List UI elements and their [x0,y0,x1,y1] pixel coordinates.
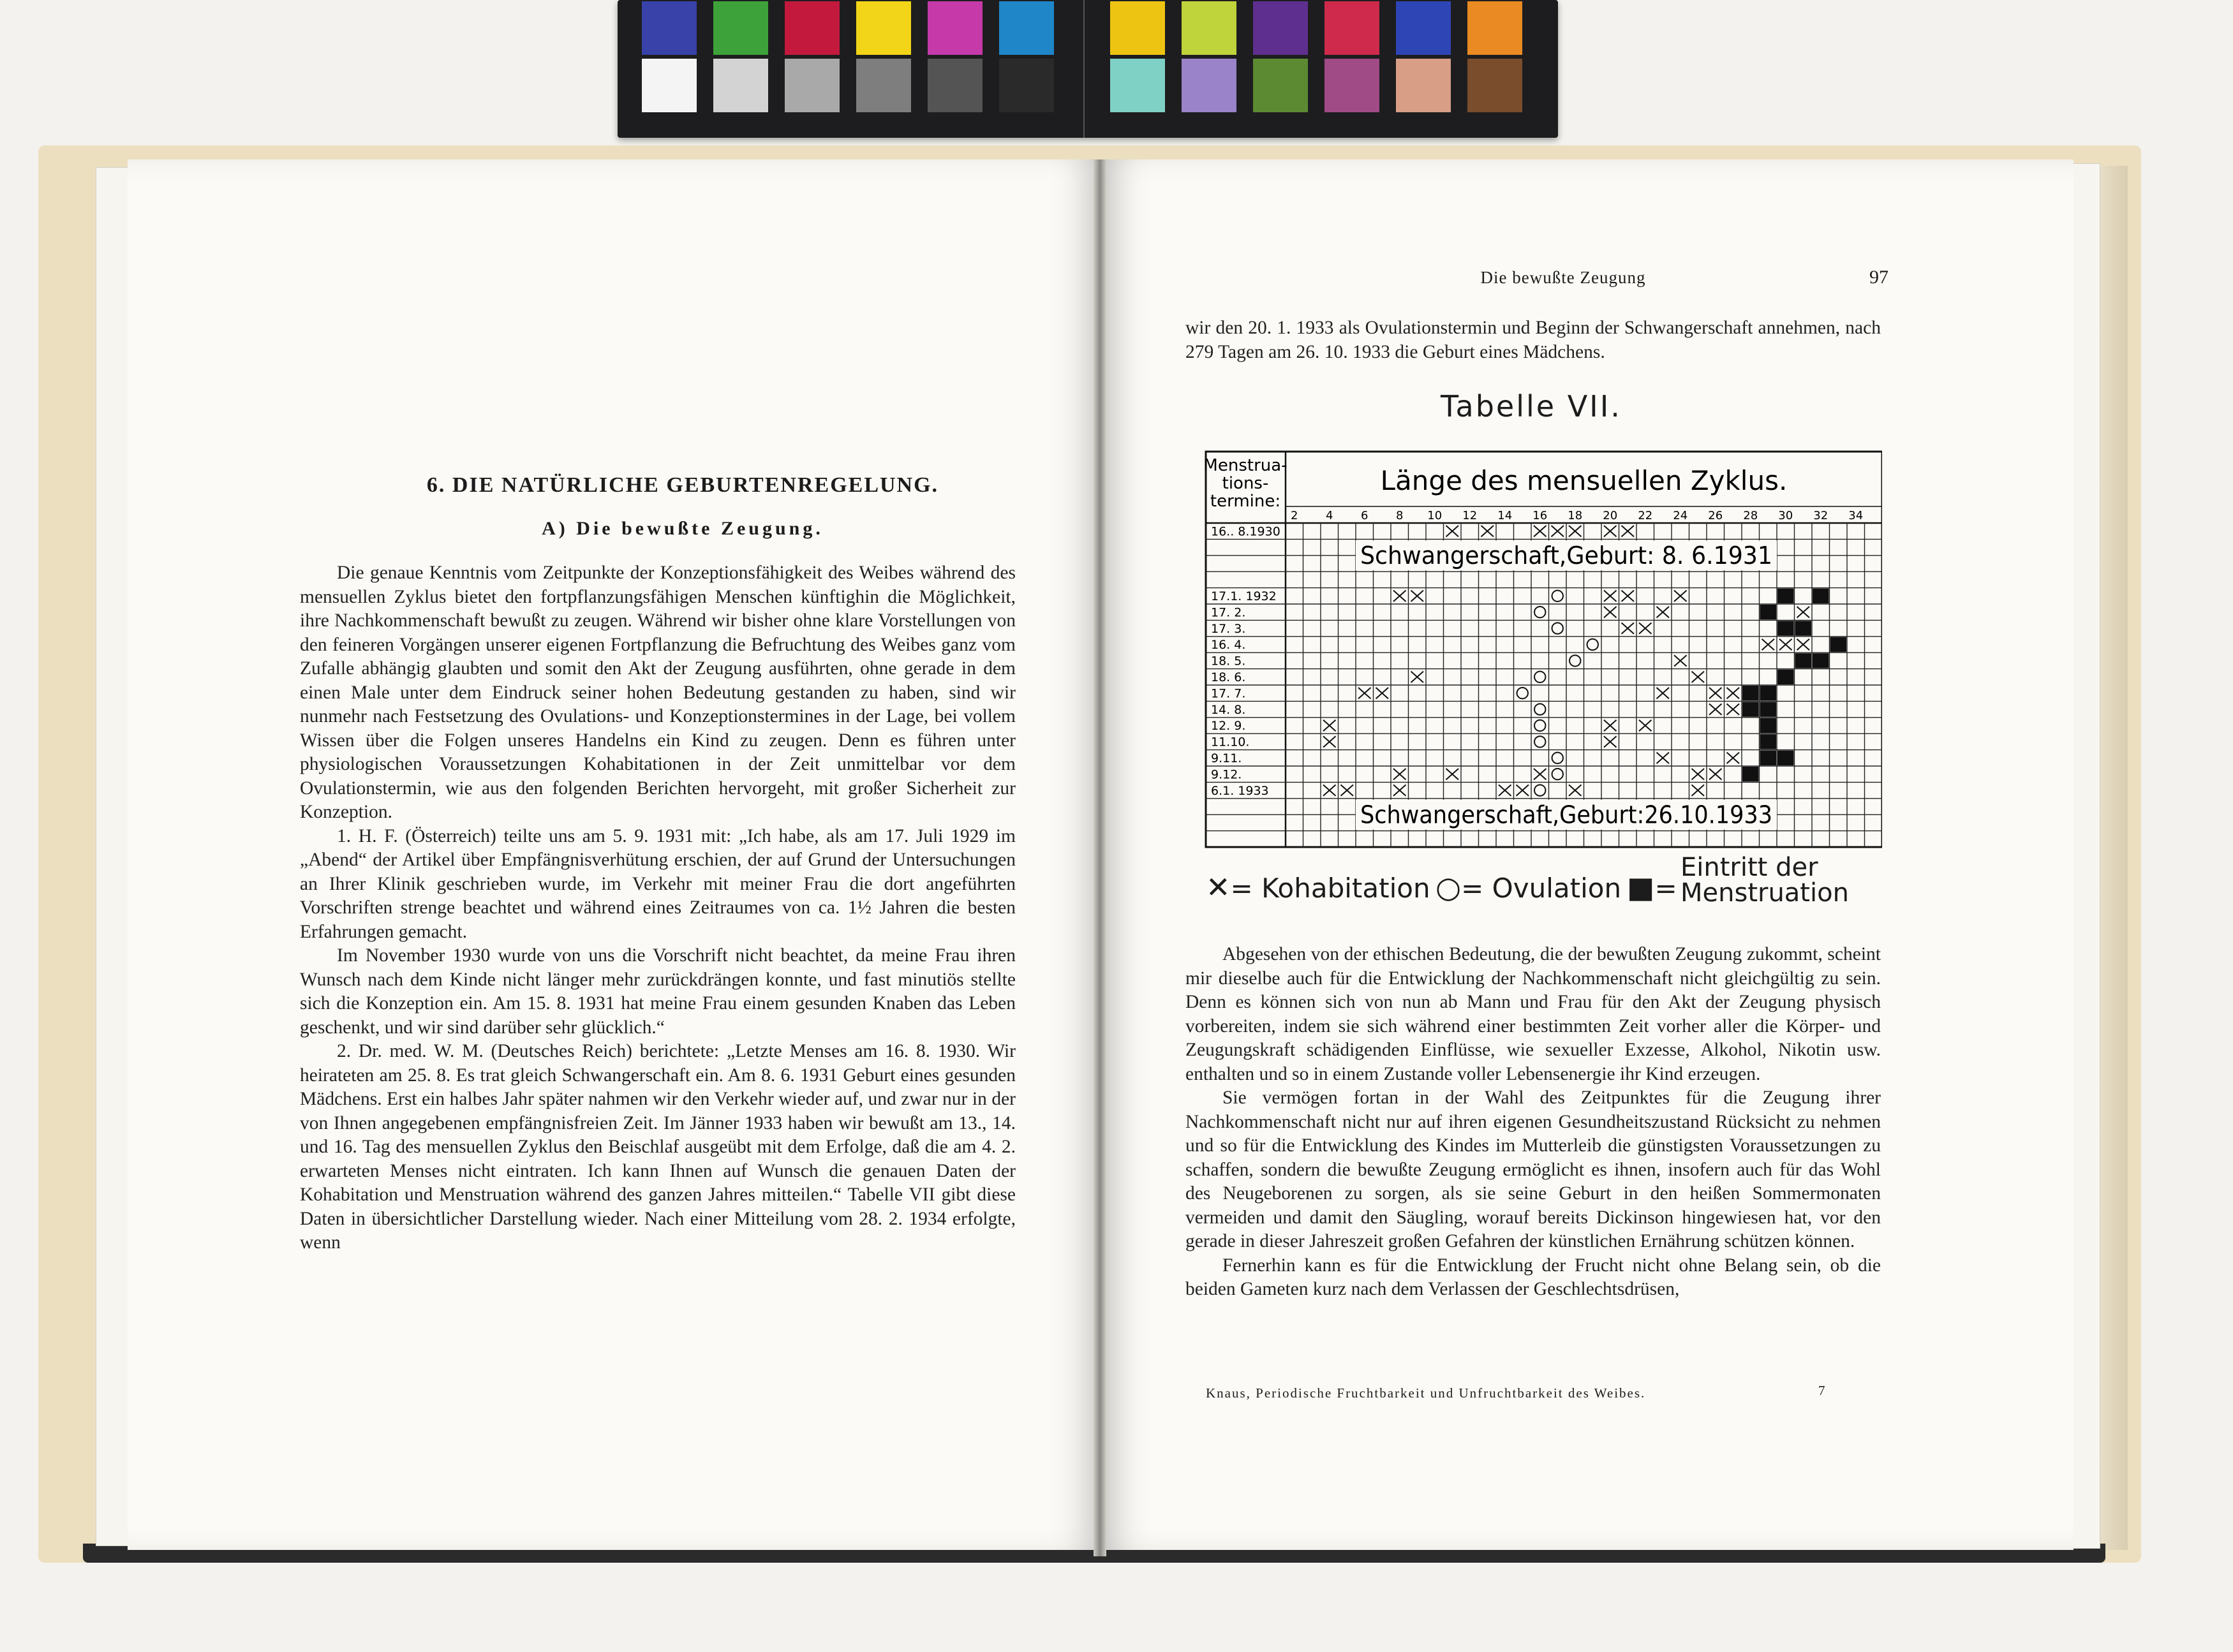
day-label: 16 [1532,509,1548,522]
kohabitation-mark [1376,688,1389,698]
paragraph: Sie vermögen fortan in der Wahl des Zeitpunktes für die Zeugung ihrer Nachkommenschaft nicht nur auf ihren eigenen Gesundheitszustand Rücksicht zu nehmen und so für die Entwicklung des Kindes im Mutterleib die günstigsten Voraussetzungen zu schaffen, sondern die bewußte Zeugung ermöglicht es ihnen, insofern auch für das Wohl des Neugeborenen zu sorgen, als sie seine Geburt in den heißen Sommermonaten vermeiden und damit den Säugling, worauf bereits Dickinson hingewiesen hat, vor den gerade in dieser Jahreszeit großen Gefahren der künstlichen Ernährung schützen können. [1185,1088,1881,1251]
kohabitation-mark [1762,639,1775,650]
menstruation-mark [1795,653,1812,668]
ovulation-mark [1552,591,1563,601]
table-legend [1206,855,1888,925]
menstruation-mark [1777,621,1794,635]
kohabitation-mark [1552,526,1564,536]
kohabitation-mark [1692,769,1705,779]
kohabitation-mark [1727,704,1740,714]
date-label: 16.. 8.1930 [1211,524,1280,539]
kohabitation-mark [1657,688,1670,698]
legend-menstruation-label: Eintritt der Menstruation [1680,853,1849,908]
ovulation-mark [1552,623,1563,633]
color-swatch [785,59,840,112]
kohabitation-mark [1534,769,1547,779]
kohabitation-mark [1393,591,1406,601]
kohabitation-mark [1393,785,1406,795]
kohabitation-mark [1604,526,1617,536]
menstruation-mark [1760,686,1777,700]
color-swatch [1467,59,1522,112]
row-header-label: termine: [1210,492,1281,511]
menstruation-mark [1760,702,1777,716]
menstruation-mark [1795,621,1812,635]
menstruation-mark [1777,670,1794,684]
kohabitation-mark [1797,639,1810,650]
date-label: 9.11. [1211,751,1242,765]
row-header-label: Menstrua- [1203,456,1287,475]
menstruation-mark [1760,718,1777,733]
kohabitation-mark [1727,688,1740,698]
color-swatch [856,59,911,112]
kohabitation-mark [1569,785,1582,795]
kohabitation-mark [1657,607,1670,617]
date-label: 17. 3. [1211,621,1246,636]
kohabitation-mark [1674,591,1687,601]
day-label: 20 [1603,509,1618,522]
color-swatch [1467,1,1522,55]
kohabitation-mark [1323,785,1336,795]
kohabitation-mark [1604,591,1617,601]
color-swatch [1182,1,1236,55]
kohabitation-mark [1779,639,1792,650]
menstruation-mark [1760,605,1777,619]
paragraph: 1. H. F. (Österreich) teilte uns am 5. 9. 1931 mit: „Ich habe, als am 17. Juli 1929 im „Abend“ der Artikel über Empfängnisverhütung erschien, der auf Grund der Untersuchungen an Ihrer Klinik geschrieben wurde, im Verkehr mit meiner Frau die dort angeführten Vorschriften strenge beachtet und während eines Zeitraumes von ca. 1½ Jahren die besten Erfahrungen gemacht. [300,825,1016,942]
kohabitation-mark [1481,526,1494,536]
kohabitation-mark [1674,655,1687,666]
kohabitation-mark [1622,623,1635,633]
date-label: 17. 2. [1211,605,1246,620]
menstruation-mark [1777,751,1794,765]
day-label: 24 [1673,509,1688,522]
ovulation-mark [1534,704,1545,714]
date-label: 18. 5. [1211,654,1246,668]
color-swatch [999,1,1054,55]
column-header-label: Länge des mensuellen Zyklus. [1380,465,1788,496]
color-swatch [1396,1,1451,55]
day-label: 26 [1708,509,1723,522]
color-swatch [642,59,697,112]
date-label: 11.10. [1211,735,1250,749]
day-label: 6 [1361,509,1369,522]
day-label: 34 [1848,509,1864,522]
checker-divider [1083,0,1085,138]
ovulation-mark [1569,655,1580,666]
kohabitation-mark [1411,672,1424,682]
day-label: 10 [1427,509,1443,522]
kohabitation-mark [1692,785,1705,795]
kohabitation-mark [1604,736,1617,747]
kohabitation-mark [1517,785,1529,795]
kohabitation-mark [1709,704,1722,714]
pregnancy-2-label: Schwangerschaft,Geburt:26.10.1933 [1360,800,1772,829]
chapter-title: 6. DIE NATÜRLICHE GEBURTENREGELUNG. [426,473,939,497]
menstruation-mark [1742,702,1759,716]
menstruation-mark [1742,686,1759,700]
day-label: 14 [1497,509,1513,522]
running-head: Die bewußte Zeugung [1480,268,1646,287]
kohabitation-mark [1534,526,1547,536]
ovulation-mark [1517,688,1528,698]
signature-mark: 7 [1818,1383,1825,1398]
kohabitation-mark [1323,720,1336,731]
color-checker-card [618,0,1558,138]
date-label: 17.1. 1932 [1211,589,1277,603]
color-swatch [1110,1,1165,55]
kohabitation-mark [1709,688,1722,698]
legend-ovulation: ○= Ovulation [1436,870,1622,904]
kohabitation-mark [1446,769,1459,779]
color-swatch [713,1,768,55]
menstruation-mark [1813,589,1829,603]
color-swatch [1182,59,1236,112]
day-label: 22 [1638,509,1653,522]
ovulation-mark [1534,607,1545,617]
kohabitation-mark [1341,785,1354,795]
page-footer: Knaus, Periodische Fruchtbarkeit und Unfruchtbarkeit des Weibes. [1206,1385,1646,1401]
kohabitation-mark [1569,526,1582,536]
kohabitation-mark [1709,769,1722,779]
kohabitation-mark [1499,785,1511,795]
day-label: 2 [1291,509,1298,522]
day-label: 8 [1396,509,1404,522]
color-swatch [928,59,983,112]
menstruation-mark [1742,767,1759,781]
paragraph: wir den 20. 1. 1933 als Ovulationstermin und Beginn der Schwangerschaft annehmen, nach 279 Tagen am 26. 10. 1933 die Geburt eines Mädchens. [1185,318,1881,362]
ovulation-mark [1534,736,1545,747]
kohabitation-mark [1393,769,1406,779]
kohabitation-mark [1657,753,1670,763]
ovulation-mark [1534,672,1545,682]
color-swatch [999,59,1054,112]
book-gutter [1094,159,1106,1556]
legend-kohabitation: ✕= Kohabitation [1206,870,1430,904]
menstruation-mark [1760,734,1777,749]
right-body-text [1185,943,1881,1302]
row-header-label: tions- [1222,474,1269,493]
kohabitation-mark [1797,607,1810,617]
intro-text [1185,316,1881,364]
circle-icon: ○ [1436,870,1462,904]
square-icon: ■ [1627,870,1655,904]
color-swatch [928,1,983,55]
day-label: 32 [1813,509,1829,522]
pregnancy-1-label: Schwangerschaft,Geburt: 8. 6.1931 [1360,542,1772,570]
kohabitation-mark [1639,720,1652,731]
date-label: 16. 4. [1211,638,1246,653]
kohabitation-mark [1622,526,1635,536]
color-swatch [1253,59,1308,112]
paragraph: Fernerhin kann es für die Entwicklung der Frucht nicht ohne Belang sein, ob die beiden Gameten kurz nach dem Verlassen der Geschlechtsdrüsen, [1185,1255,1881,1299]
paragraph: Im November 1930 wurde von uns die Vorschrift nicht beachtet, da meine Frau ihren Wunsch nach dem Kinde nicht länger mehr zurückdrängen konnte, und fast minutiös stellte sich die Konzeption ein. Am 15. 8. 1931 hat meine Frau einem gesunden Knaben das Leben geschenkt, und wir sind darüber sehr glücklich.“ [300,945,1016,1038]
date-label: 18. 6. [1211,670,1246,684]
day-label: 18 [1568,509,1583,522]
table-title: Tabelle VII. [1441,389,1622,424]
ovulation-mark [1552,769,1563,779]
ovulation-mark [1587,639,1598,650]
date-label: 9.12. [1211,767,1242,782]
date-label: 6.1. 1933 [1211,783,1269,798]
kohabitation-mark [1622,591,1635,601]
color-swatch [1324,1,1379,55]
kohabitation-mark [1446,526,1459,536]
paragraph: Abgesehen von der ethischen Bedeutung, die der bewußten Zeugung zukommt, scheint mir dieselbe auch für die Entwicklung der Nachkommenschaft nicht gleichgültig zu sein. Denn es können sich von nun ab Mann und Frau für den Akt der Zeugung physisch vorbereiten, indem sie sich während einer bestimmten Zeit vorher aller die Körper- und Zeugungskraft schädigenden Einflüsse, wie sexueller Exzesse, Alkohol, Nikotin usw. enthalten und so in einem Zustande voller Lebensenergie ihr Kind erzeugen. [1185,944,1881,1084]
color-swatch [856,1,911,55]
color-swatch [1396,59,1451,112]
cross-icon: ✕ [1206,870,1231,904]
cycle-table [1180,440,1882,855]
kohabitation-mark [1639,623,1652,633]
ovulation-mark [1552,753,1563,763]
date-label: 17. 7. [1211,686,1246,701]
menstruation-mark [1777,589,1794,603]
date-label: 14. 8. [1211,702,1246,717]
paragraph: 2. Dr. med. W. M. (Deutsches Reich) berichtete: „Letzte Menses am 16. 8. 1930. Wir heirateten am 25. 8. Es trat gleich Schwangerschaft ein. Am 8. 6. 1931 Geburt eines gesunden Mädchens. Erst ein halbes Jahr später nahmen wir den Verkehr wieder auf, und zwar nur in der von Ihnen angegebenen empfängnisfreien Zeit. Im Jänner 1933 haben wir bewußt am 13., 14. und 16. Tag des mensuellen Zyklus den Beischlaf ausgeübt mit dem Erfolge, daß die am 4. 2. erwarteten Menses nicht eintraten. Ich kann Ihnen auf Wunsch die genauen Daten der Kohabitation und Menstruation während des ganzen Jahres mitteilen.“ Tabelle VII gibt diese Daten in übersichtlicher Darstellung wieder. Nach einer Mitteilung vom 28. 2. 1934 erfolgte, wenn [300,1041,1016,1253]
color-swatch [713,59,768,112]
color-swatch [1110,59,1165,112]
page-number: 97 [1869,267,1888,288]
kohabitation-mark [1692,672,1705,682]
kohabitation-mark [1358,688,1371,698]
table-figure [1180,383,1882,912]
paragraph: Die genaue Kenntnis vom Zeitpunkte der Konzeptionsfähigkeit des Weibes während des mensuellen Zyklus bietet den fortpflanzungsfähigen Menschen künftighin die Möglichkeit, ihre Nachkommenschaft bewußt zu zeugen. Während wir bisher ohne klare Vorstellungen von den feineren Vorgängen unserer eigenen Fortpflanzung die Befruchtung des Weibes ganz vom Zufalle abhängig glaubten und somit den Akt der Zeugung ausführten, ohne gerade in dem einen Male unter dem Eindruck seiner hohen Bedeutung gestanden zu haben, sind wir nunmehr nach Festsetzung des Ovulations- und Konzeptionstermines in der Lage, bei vollem Wissen über die Folgen unseres Handelns ein Kind zu zeugen. Denn es führen unter physiologischen Voraussetzungen Kohabitationen in der Zeit unmittelbar vor dem Ovulationstermin, wie aus den folgenden Berichten hervorgeht, mit großer Sicherheit zur Konzeption. [300,563,1016,822]
ovulation-mark [1534,785,1545,795]
day-label: 30 [1778,509,1793,522]
kohabitation-mark [1604,720,1617,731]
kohabitation-mark [1323,736,1336,747]
ovulation-mark [1534,720,1545,731]
color-swatch [642,1,697,55]
kohabitation-mark [1411,591,1424,601]
color-swatch [785,1,840,55]
day-label: 28 [1743,509,1758,522]
legend-menstruation: ■= [1627,870,1677,904]
menstruation-mark [1813,653,1829,668]
color-swatch [1253,1,1308,55]
menstruation-mark [1830,637,1847,652]
day-label: 4 [1326,509,1333,522]
menstruation-mark [1760,751,1777,765]
date-label: 12. 9. [1211,719,1246,734]
color-swatch [1324,59,1379,112]
section-title: A) Die bewußte Zeugung. [542,518,824,539]
day-label: 12 [1462,509,1478,522]
left-body-text [300,561,1016,1255]
kohabitation-mark [1604,607,1617,617]
kohabitation-mark [1727,753,1740,763]
